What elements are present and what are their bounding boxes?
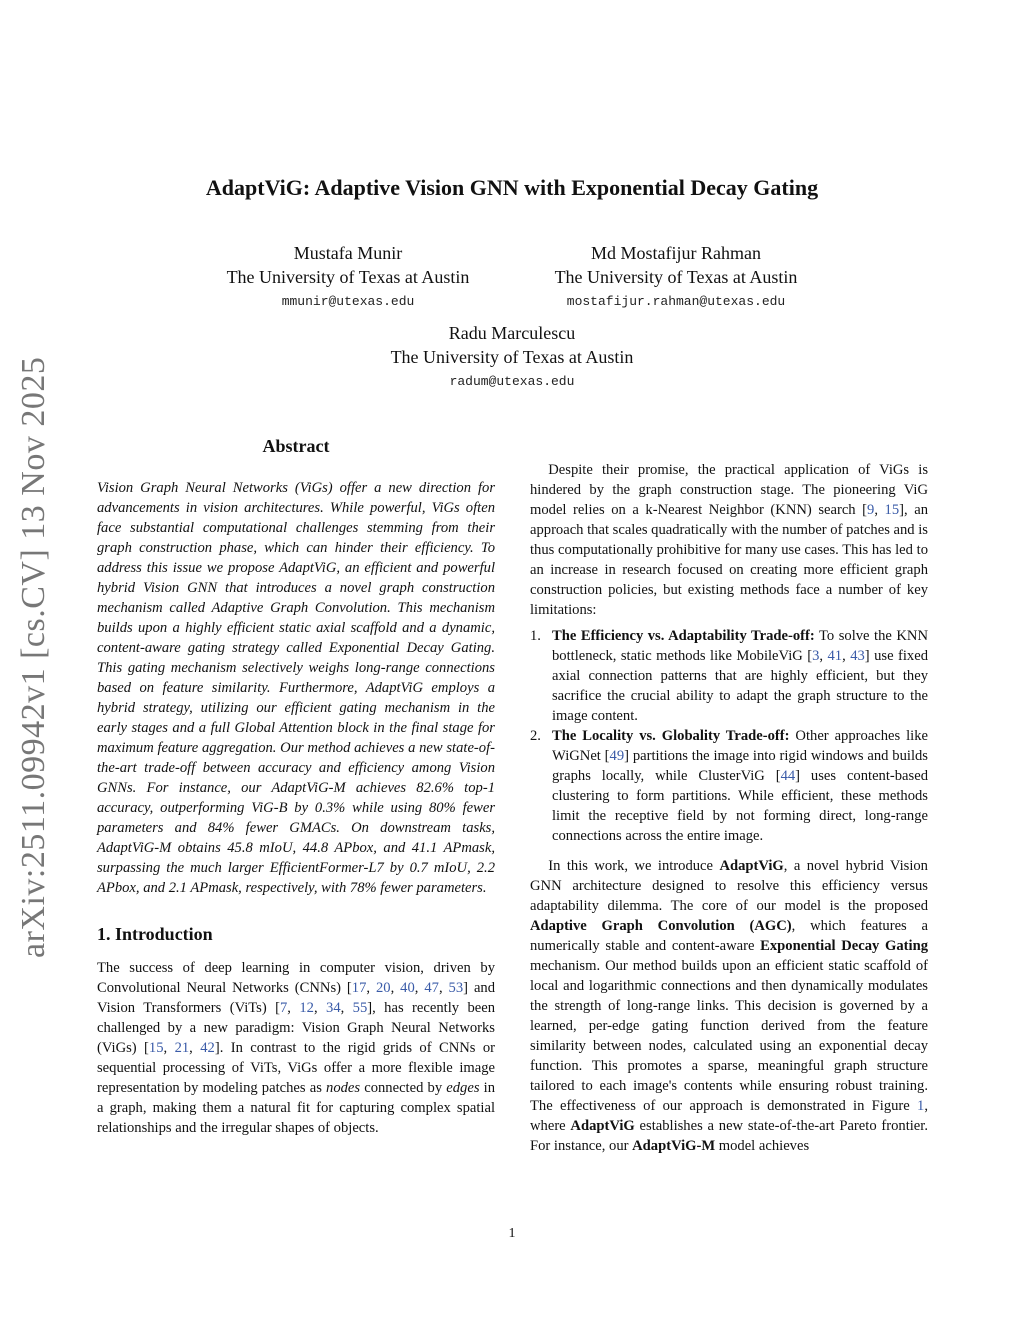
author-1 — [178, 241, 518, 309]
intro-paragraph-2: Despite their promise, the practical application of ViGs is hindered by the graph construction stage. The pioneering ViG model relies on a k-Nearest Neighbor (KNN) search [9, 15], an approach that scales quadratically with the number of patches and is thus computationally prohibitive for many use cases. This has led to an increase in research focused on creating more efficient graph construction policies, but existing methods face a number of key limitations: — [530, 462, 928, 618]
intro-heading: 1. Introduction — [97, 924, 213, 944]
author-affiliation: The University of Texas at Austin — [554, 267, 798, 287]
citation-link[interactable]: 7 — [280, 1000, 288, 1016]
citation-link[interactable]: 21 — [174, 1040, 190, 1056]
limitation-item-1: 1. The Efficiency vs. Adaptability Trade-off: To solve the KNN bottleneck, static methods like MobileViG [3, 41, 43] use fixed axial connection patterns that are highly efficient, but they sacrifice the crucial ability to adapt the graph structure to the image content. — [530, 628, 928, 724]
abstract-text: Vision Graph Neural Networks (ViGs) offer a new direction for advancements in vision architectures. While powerful, ViGs often face substantial computational challenges stemming from their graph construction phase, which can hinder their efficiency. To address this issue we propose AdaptViG, an efficient and powerful hybrid Vision GNN that introduces a novel graph construction mechanism called Adaptive Graph Convolution. This mechanism builds upon a highly efficient static axial scaffold and a dynamic, content-aware gating strategy called Exponential Decay Gating. This gating mechanism selectively weighs long-range connections based on feature similarity. Furthermore, AdaptViG employs a hybrid strategy, utilizing our efficient gating mechanism in the early stages and a full Global Attention block in the final stage for maximum feature aggregation. Our method achieves a new state-of-the-art trade-off between accuracy and efficiency among Vision GNNs. For instance, our AdaptViG-M achieves 82.6% top-1 accuracy, outperforming ViG-B by 0.3% while using 80% fewer parameters and 84% fewer GMACs. On downstream tasks, AdaptViG-M obtains 45.8 mIoU, 44.8 APbox, and 41.1 APmask, surpassing the much larger EfficientFormer-L7 by 0.7 mIoU, 2.2 APbox, and 2.1 APmask, respectively, with 78% fewer parameters. — [97, 480, 495, 896]
author-name: Mustafa Munir — [293, 243, 403, 263]
citation-link[interactable]: 49 — [609, 748, 625, 764]
author-email[interactable]: mostafijur.rahman@utexas.edu — [566, 294, 786, 309]
citation-link[interactable]: 40 — [400, 980, 415, 996]
arxiv-stamp: arXiv:2511.09942v1 [cs.CV] 13 Nov 2025 — [15, 356, 52, 958]
citation-link[interactable]: 9 — [867, 502, 875, 518]
citation-link[interactable]: 3 — [812, 648, 820, 664]
left-column — [97, 436, 495, 1138]
intro-paragraph-3: In this work, we introduce AdaptViG, a novel hybrid Vision GNN architecture designed to resolve this efficiency versus adaptability dilemma. The core of our model is the proposed Adaptive Graph Convolution (AGC), which features a numerically stable and content-aware Exponential Decay Gating mechanism. Our method builds upon an efficient static scaffold of local and logarithmic connections and then dynamically modulates the strength of long-range links. This decision is governed by a learned, per-edge gating function derived from the feature similarity between nodes, calculated using an exponential decay function. This promotes a sparse, meaningful graph structure tailored to each image's contents while ensuring robust training. The effectiveness of our approach is demonstrated in Figure 1, where AdaptViG establishes a new state-of-the-art Pareto frontier. For instance, our AdaptViG-M model achieves — [530, 858, 928, 1154]
intro-paragraph-1: The success of deep learning in computer vision, driven by Convolutional Neural Networks (CNNs) [17, 20, 40, 47, 53] and Vision Transformers (ViTs) [7, 12, 34, 55], has recently been challenged by a new paradigm: Vision Graph Neural Networks (ViGs) [15, 21, 42]. In contrast to the rigid grids of CNNs or sequential processing of ViTs, ViGs offer a more flexible image representation by modeling patches as nodes connected by edges in a graph, making them a natural fit for capturing complex spatial relationships and the irregular shapes of objects. — [97, 960, 496, 1136]
citation-link[interactable]: 34 — [326, 1000, 341, 1016]
citation-link[interactable]: 12 — [299, 1000, 314, 1016]
paper-title: AdaptViG: Adaptive Vision GNN with Exponential Decay Gating — [205, 175, 819, 200]
citation-link[interactable]: 41 — [827, 648, 843, 664]
author-affiliation: The University of Texas at Austin — [390, 347, 634, 367]
citation-link[interactable]: 42 — [200, 1040, 215, 1056]
author-email[interactable]: mmunir@utexas.edu — [281, 294, 415, 309]
limitation-item-2: 2. The Locality vs. Globality Trade-off: Other approaches like WiGNet [49] partitions the image into rigid windows and builds graphs locally, while ClusterViG [44] uses content-based clustering to form partitions. While efficient, these methods limit the receptive field by not forming direct, long-range connections across the entire image. — [530, 728, 928, 844]
author-affiliation: The University of Texas at Austin — [226, 267, 470, 287]
citation-link[interactable]: 17 — [351, 980, 367, 996]
author-2 — [506, 241, 846, 309]
author-email[interactable]: radum@utexas.edu — [449, 374, 575, 389]
abstract-heading: Abstract — [262, 436, 330, 456]
right-column-text — [530, 460, 928, 1156]
author-name: Md Mostafijur Rahman — [591, 243, 761, 263]
author-3 — [342, 321, 682, 389]
page-number: 1 — [508, 1226, 516, 1241]
citation-link[interactable]: 55 — [352, 1000, 368, 1016]
author-name: Radu Marculescu — [448, 323, 576, 343]
citation-link[interactable]: 20 — [375, 980, 391, 996]
citation-link[interactable]: 15 — [884, 502, 900, 518]
citation-link[interactable]: 47 — [424, 980, 439, 996]
citation-link[interactable]: 15 — [148, 1040, 164, 1056]
citation-link[interactable]: 44 — [780, 768, 796, 784]
citation-link[interactable]: 43 — [850, 648, 865, 664]
citation-link[interactable]: 53 — [448, 980, 464, 996]
figure-link[interactable]: 1 — [917, 1098, 925, 1114]
